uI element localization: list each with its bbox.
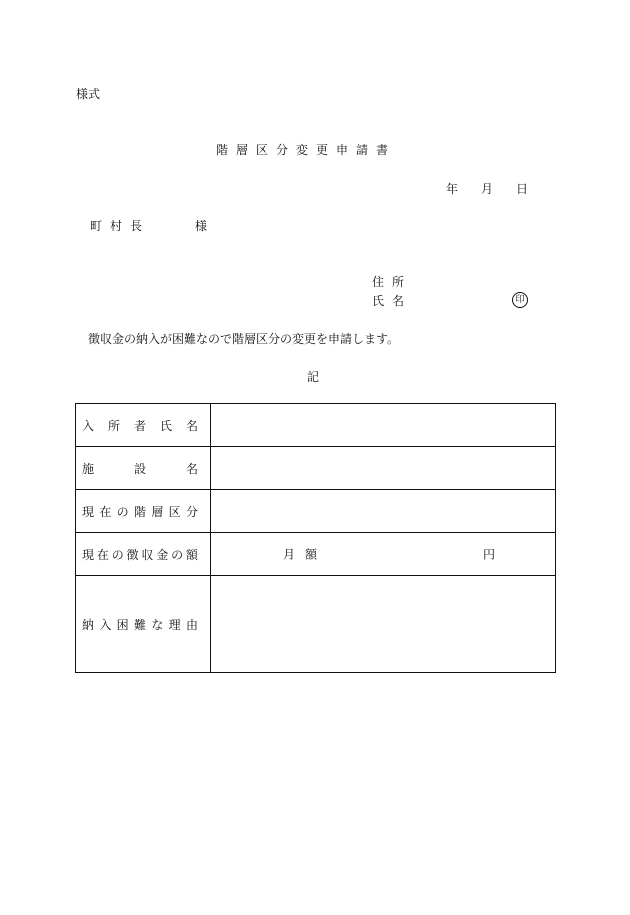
row-label-resident-name: 入 所 者 氏 名: [76, 404, 211, 447]
ki-label: 記: [307, 370, 320, 384]
seal-mark: 印: [512, 292, 528, 308]
current-amount-field[interactable]: [211, 533, 556, 576]
row-label-current-class: 現 在 の 階 層 区 分: [76, 490, 211, 533]
table-row: [76, 576, 556, 673]
yen-unit: 円: [483, 547, 496, 562]
application-table: [75, 403, 556, 673]
monthly-amount-label: 月額: [283, 547, 328, 562]
resident-name-field[interactable]: [211, 404, 556, 447]
address-label: 住所: [372, 275, 413, 289]
facility-name-field[interactable]: [211, 447, 556, 490]
document-title: 階層区分変更申請書: [216, 143, 397, 157]
row-label-facility-name: 施 設 名: [76, 447, 211, 490]
row-label-current-amount: 現 在 の 徴 収 金 の 額: [76, 533, 211, 576]
table-row: [76, 490, 556, 533]
addressee-suffix: 様: [195, 219, 208, 233]
reason-field[interactable]: [211, 576, 556, 673]
table-row: [76, 533, 556, 576]
table-row: [76, 404, 556, 447]
style-label: 様式: [76, 87, 101, 101]
name-label: 氏名: [372, 294, 413, 308]
body-text: 徴収金の納入が困難なので階層区分の変更を申請します。: [88, 332, 400, 346]
addressee-name: 町村長: [90, 219, 151, 233]
date-day: 日: [516, 182, 529, 196]
current-class-field[interactable]: [211, 490, 556, 533]
row-label-reason: 納 入 困 難 な 理 由: [76, 576, 211, 673]
table-row: [76, 447, 556, 490]
date-month: 月: [481, 182, 494, 196]
date-year: 年: [446, 182, 459, 196]
